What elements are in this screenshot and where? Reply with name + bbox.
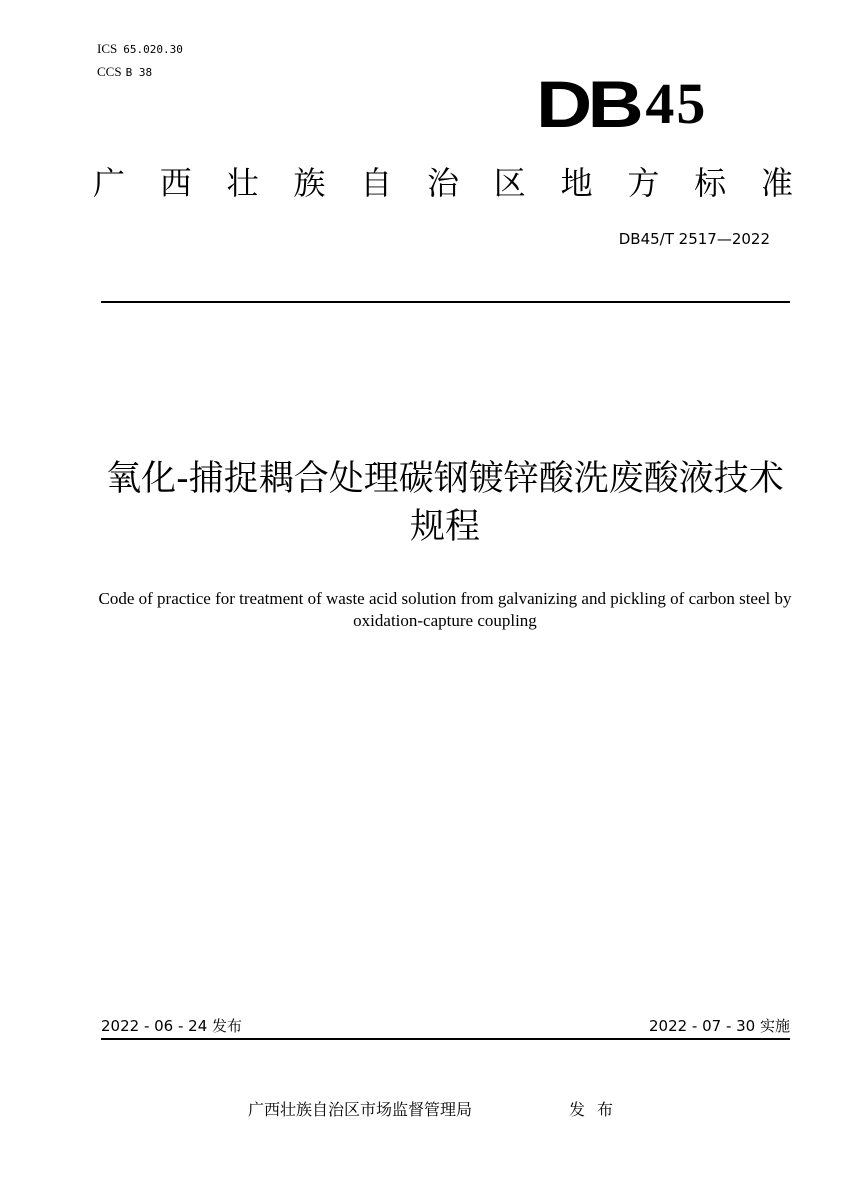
standard-type-char: 广	[93, 164, 126, 202]
standard-type-char: 方	[627, 164, 660, 202]
ics-label: ICS	[97, 41, 118, 56]
standard-type-char: 准	[760, 164, 793, 202]
ics-value: 65.020.30	[123, 43, 183, 56]
logo-prefix: DB	[536, 67, 640, 141]
ccs-value: B 38	[125, 66, 153, 79]
standard-type-char: 地	[560, 164, 593, 202]
standard-type-char: 壮	[226, 164, 259, 202]
standard-type-char: 治	[426, 164, 459, 202]
implementation-date: 2022 - 07 - 30 实施	[648, 1017, 790, 1035]
english-title: Code of practice for treatment of waste acid solution from galvanizing and pickling of carbon steel by oxidation-capture coupling	[98, 589, 792, 630]
standard-type-char: 族	[293, 164, 326, 202]
top-divider	[101, 301, 790, 303]
logo-number: 45	[645, 71, 708, 136]
db45-logo	[536, 67, 708, 141]
standard-type-heading	[93, 160, 793, 206]
ccs-code	[97, 64, 152, 81]
standard-type-char: 区	[493, 164, 526, 202]
ics-code	[97, 41, 183, 58]
publisher-name: 广西壮族自治区市场监督管理局	[248, 1100, 473, 1119]
publish-label: 发布	[569, 1100, 626, 1119]
chinese-title: 氧化-捕捉耦合处理碳钢镀锌酸洗废酸液技术规程	[106, 459, 784, 547]
standard-type-char: 标	[694, 164, 727, 202]
standard-type-char: 自	[360, 164, 393, 202]
standard-number: DB45/T 2517—2022	[618, 230, 770, 248]
standard-type-char: 西	[159, 164, 192, 202]
ccs-label: CCS	[97, 64, 122, 79]
bottom-divider	[101, 1038, 790, 1040]
issue-date: 2022 - 06 - 24 发布	[101, 1017, 243, 1035]
